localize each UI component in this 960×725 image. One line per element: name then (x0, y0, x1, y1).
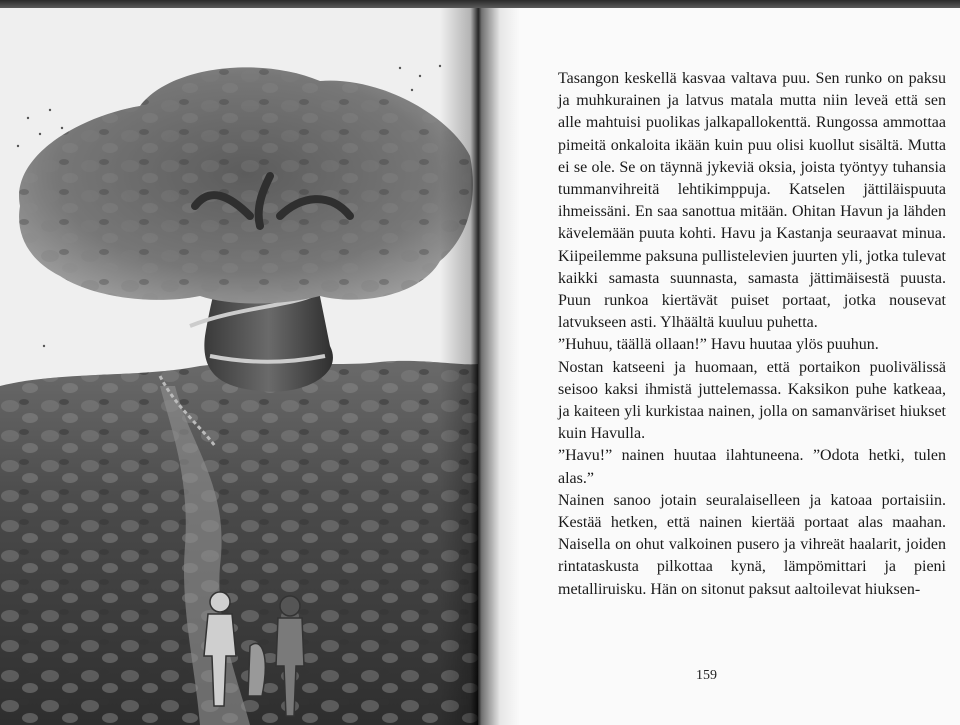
paragraph-2: ”Huhuu, täällä ollaan!” Havu huutaa ylös puuhun. (558, 336, 879, 354)
tree-illustration-icon (0, 6, 478, 725)
page-number: 159 (696, 668, 717, 683)
page-text (558, 68, 946, 601)
page-top-edge (0, 0, 960, 8)
paragraph-3: Nostan katseeni ja huomaan, että portaikon puolivälissä seisoo kaksi ihmistä juttelemassa. Kaksikon puhe katkeaa, ja kaiteen yli kurkistaa nainen, jolla on samanväriset hiukset kuin Havulla. (558, 358, 946, 443)
left-page (0, 6, 478, 725)
paragraph-4: ”Havu!” nainen huutaa ilahtuneena. ”Odota hetki, tulen alas.” (558, 447, 946, 487)
right-page (478, 6, 960, 725)
paragraph-1: Tasangon keskellä kasvaa valtava puu. Sen runko on paksu ja muhkurainen ja latvus matala mutta niin leveä että sen alle mahtuisi puolikas jalkapallokenttä. Rungossa ammottaa pimeitä onkaloita ikään kuin puu olisi kuollut sisältä. Mutta ei se ole. Se on täynnä jykeviä oksia, joista työntyy tuhansia tummanvihreitä lehtikimppuja. Katselen jättiläispuuta ihmeissäni. En saa sanottua mitään. Ohitan Havun ja lähden kävelemään puuta kohti. Havu ja Kastanja seuraavat minua. Kiipeilemme paksuna pullistelevien juurten yli, jotka tulevat kaikki samasta suunnasta, samasta jättimäisestä puusta. Puun runkoa kiertävät puiset portaat, jotka nousevat latvukseen asti. Ylhäältä kuuluu puhetta. (558, 70, 946, 332)
paragraph-5: Nainen sanoo jotain seuralaiselleen ja katoaa portaisiin. Kestää hetken, että nainen kiertää portaat alas maahan. Naisella on ohut valkoinen pusero ja vihreät haalarit, joiden rintataskusta pilkottaa kynä, lämpömittari ja pieni metalliruisku. Hän on sitonut paksut aaltoilevat hiuksen- (558, 491, 946, 598)
